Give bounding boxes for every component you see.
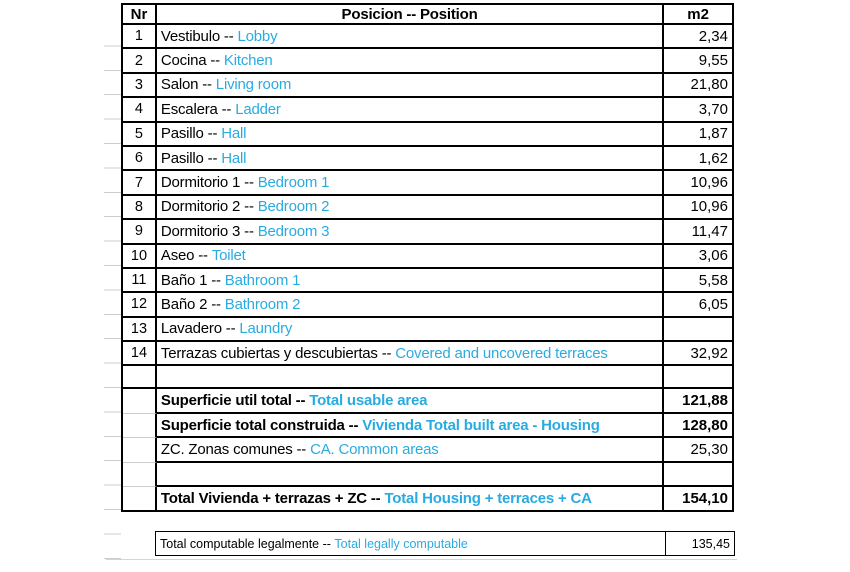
position-en: Hall [221,149,247,167]
table-row [123,342,734,366]
position-en: Total legally computable [334,536,468,551]
summary-empty-row [123,463,734,488]
nr-cell: 5 [123,123,157,147]
nr-cell: 14 [123,342,157,366]
spreadsheet-gridline-stubs [104,22,121,562]
m2-cell: 5,58 [664,269,734,293]
header-position: Posicion -- Position [157,5,664,25]
position-cell [157,123,664,147]
position-en: Lobby [237,27,278,45]
header-nr: Nr [123,5,157,25]
position-cell [157,98,664,122]
header-row [123,5,734,25]
position-cell [157,196,664,220]
position-es: Baño 1 -- [160,271,221,289]
position-en: CA. Common areas [310,441,439,459]
position-es: Dormitorio 2 -- [160,198,254,216]
position-cell [157,220,664,244]
table-row [123,293,734,317]
position-en: Bedroom 2 [257,198,330,216]
position-en: Bathroom 2 [224,295,301,313]
m2-cell: 3,70 [664,98,734,122]
area-table [121,3,734,512]
position-es: Salon -- [160,76,212,94]
m2-cell-empty [664,463,734,488]
nr-cell: 4 [123,98,157,122]
table-row [123,49,734,73]
nr-cell: 10 [123,245,157,269]
nr-cell-empty [123,366,157,389]
position-es: Pasillo -- [160,149,218,167]
position-cell [157,49,664,73]
position-en: Ladder [235,100,281,118]
nr-cell: 11 [123,269,157,293]
table-row [123,269,734,293]
position-cell [157,438,664,463]
nr-cell-empty [123,487,157,512]
m2-cell: 21,80 [664,74,734,98]
position-en: Toilet [211,247,246,265]
position-en: Living room [215,76,292,94]
table-row [123,25,734,49]
summary-row-usable-area [123,389,734,414]
m2-cell: 25,30 [664,438,734,463]
position-cell [157,414,664,439]
m2-cell-empty [664,366,734,389]
m2-cell: 32,92 [664,342,734,366]
m2-cell [664,318,734,342]
nr-cell: 2 [123,49,157,73]
position-en: Total Housing + terraces + CA [384,490,592,508]
nr-cell: 1 [123,25,157,49]
nr-cell-empty [123,438,157,463]
m2-cell: 121,88 [664,389,734,414]
position-es: Total computable legalmente -- [160,536,331,551]
m2-cell: 3,06 [664,245,734,269]
m2-cell: 154,10 [664,487,734,512]
m2-cell: 6,05 [664,293,734,317]
position-en: Kitchen [223,52,273,70]
position-es: ZC. Zonas comunes -- [160,441,307,459]
table-row [123,98,734,122]
m2-cell: 1,62 [664,147,734,171]
m2-cell: 128,80 [664,414,734,439]
position-es: Lavadero -- [160,320,236,338]
position-cell-empty [157,366,664,389]
nr-cell: 3 [123,74,157,98]
table-row [123,245,734,269]
position-es: Baño 2 -- [160,295,221,313]
position-en: Hall [221,125,247,143]
position-es: Total Vivienda + terrazas + ZC -- [160,490,381,508]
position-en: Total usable area [309,392,428,410]
position-es: Aseo -- [160,247,208,265]
m2-cell: 10,96 [664,171,734,195]
m2-cell: 10,96 [664,196,734,220]
table-row [123,171,734,195]
table-row [123,318,734,342]
position-en: Vivienda Total built area - Housing [362,416,600,434]
position-cell [157,25,664,49]
position-cell [157,318,664,342]
position-cell-empty [157,463,664,488]
position-cell [157,389,664,414]
position-es: Superficie total construida -- [160,416,359,434]
nr-cell-empty [123,389,157,414]
m2-cell: 1,87 [664,123,734,147]
position-es: Vestibulo -- [160,27,234,45]
table-row [123,123,734,147]
position-cell [157,269,664,293]
spreadsheet-gridline-bottom [106,559,737,560]
position-es: Pasillo -- [160,125,218,143]
nr-cell: 12 [123,293,157,317]
summary-row-common-areas [123,438,734,463]
position-en: Bedroom 1 [257,174,330,192]
position-cell [157,487,664,512]
summary-row-built-area [123,414,734,439]
position-es: Escalera -- [160,100,232,118]
m2-cell: 2,34 [664,25,734,49]
table-row [123,147,734,171]
nr-cell-empty [123,463,157,488]
table-row [123,220,734,244]
position-cell [157,147,664,171]
position-en: Bathroom 1 [224,271,301,289]
position-es: Dormitorio 1 -- [160,174,254,192]
position-es: Dormitorio 3 -- [160,222,254,240]
position-es: Cocina -- [160,52,220,70]
position-cell [157,342,664,366]
m2-cell: 9,55 [664,49,734,73]
m2-cell: 135,45 [665,531,735,556]
position-en: Covered and uncovered terraces [395,344,608,362]
table-row [123,196,734,220]
header-m2: m2 [664,5,734,25]
nr-cell: 9 [123,220,157,244]
table-row [123,74,734,98]
position-es: Terrazas cubiertas y descubiertas -- [160,344,392,362]
position-en: Bedroom 3 [257,222,330,240]
position-cell [157,245,664,269]
nr-cell: 8 [123,196,157,220]
position-cell [155,531,665,556]
position-es: Superficie util total -- [160,392,306,410]
summary-row-grand-total [123,487,734,512]
position-en: Laundry [239,320,293,338]
empty-row [123,366,734,389]
nr-cell: 7 [123,171,157,195]
m2-cell: 11,47 [664,220,734,244]
nr-cell: 6 [123,147,157,171]
nr-cell: 13 [123,318,157,342]
position-cell [157,293,664,317]
position-cell [157,74,664,98]
legal-total-row [155,531,735,556]
position-cell [157,171,664,195]
nr-cell-empty [123,414,157,439]
